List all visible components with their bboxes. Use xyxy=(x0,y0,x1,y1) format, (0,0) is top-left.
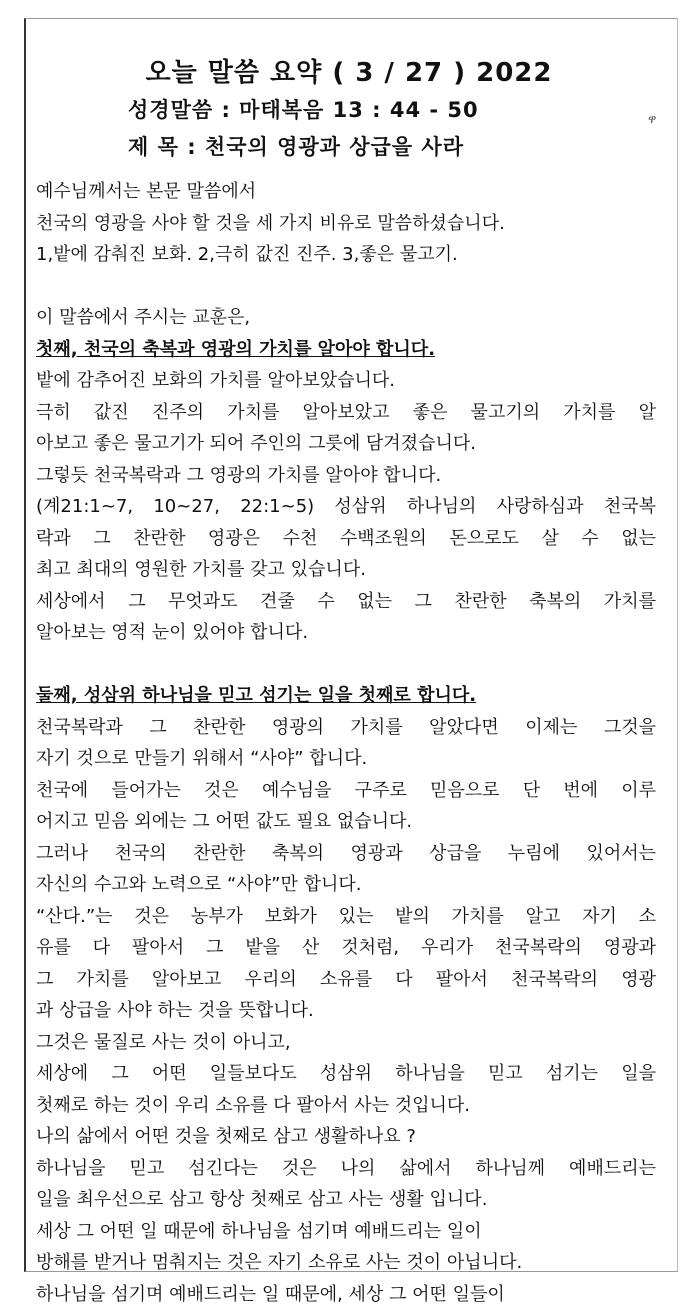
body-line: 자기 것으로 만들기 위해서 “사야” 합니다. xyxy=(36,743,656,775)
body-line: 밭에 감추어진 보화의 가치를 알아보았습니다. xyxy=(36,365,656,397)
body-line: 일을 최우선으로 삼고 항상 첫째로 삼고 사는 생활 입니다. xyxy=(36,1184,656,1216)
body-line: 이 말씀에서 주시는 교훈은, xyxy=(36,302,656,334)
body-line: 방해를 받거나 멈춰지는 것은 자기 소유로 사는 것이 아닙니다. xyxy=(36,1247,656,1279)
body-line: 어지고 믿음 외에는 그 어떤 값도 필요 없습니다. xyxy=(36,806,656,838)
page-title: 오늘 말씀 요약 ( 3 / 27 ) 2022 xyxy=(0,52,698,89)
body-line: 하나님을 섬기며 예배드리는 일 때문에, 세상 그 어떤 일들이 xyxy=(36,1279,656,1310)
body-line: 천국복락과 그 찬란한 영광의 가치를 알았다면 이제는 그것을 xyxy=(36,712,656,744)
body-line: 락과 그 찬란한 영광은 수천 수백조원의 돈으로도 살 수 없는 xyxy=(36,523,656,555)
body-line: 그러나 천국의 찬란한 축복의 영광과 상급을 누림에 있어서는 xyxy=(36,838,656,870)
section-heading: 둘째, 성삼위 하나님을 믿고 섬기는 일을 첫째로 합니다. xyxy=(36,680,656,712)
body-line: 극히 값진 진주의 가치를 알아보았고 좋은 물고기의 가치를 알 xyxy=(36,397,656,429)
corner-mark: ዋ xyxy=(648,112,656,127)
body-line: 과 상급을 사야 하는 것을 뜻합니다. xyxy=(36,995,656,1027)
body-line: 1,밭에 감춰진 보화. 2,극히 값진 진주. 3,좋은 물고기. xyxy=(36,239,656,271)
body-line: (계21:1~7, 10~27, 22:1~5) 성삼위 하나님의 사랑하심과 천국복 xyxy=(36,491,656,523)
body-line: 자신의 수고와 노력으로 “사야”만 합니다. xyxy=(36,869,656,901)
body-line: 예수님께서는 본문 말씀에서 xyxy=(36,176,656,208)
body-line: 최고 최대의 영원한 가치를 갖고 있습니다. xyxy=(36,554,656,586)
blank-line xyxy=(36,271,656,303)
body-line: 첫째로 하는 것이 우리 소유를 다 팔아서 사는 것입니다. xyxy=(36,1090,656,1122)
body-line: 알아보는 영적 눈이 있어야 합니다. xyxy=(36,617,656,649)
body-line: 천국의 영광을 사야 할 것을 세 가지 비유로 말씀하셨습니다. xyxy=(36,208,656,240)
body-line: 그 가치를 알아보고 우리의 소유를 다 팔아서 천국복락의 영광 xyxy=(36,964,656,996)
body-line: 그것은 물질로 사는 것이 아니고, xyxy=(36,1027,656,1059)
body-line: 나의 삶에서 어떤 것을 첫째로 삼고 생활하나요 ? xyxy=(36,1121,656,1153)
body-line: 세상에서 그 무엇과도 견줄 수 없는 그 찬란한 축복의 가치를 xyxy=(36,586,656,618)
body-line: 하나님을 믿고 섬긴다는 것은 나의 삶에서 하나님께 예배드리는 xyxy=(36,1153,656,1185)
body-line: 세상에 그 어떤 일들보다도 성삼위 하나님을 믿고 섬기는 일을 xyxy=(36,1058,656,1090)
sermon-body xyxy=(36,176,656,1310)
sermon-subject: 제 목 : 천국의 영광과 상급을 사라 xyxy=(128,131,464,161)
scripture-reference: 성경말씀 : 마태복음 13 : 44 - 50 xyxy=(128,94,479,124)
body-line: 그렇듯 천국복락과 그 영광의 가치를 알아야 합니다. xyxy=(36,460,656,492)
body-line: 유를 다 팔아서 그 밭을 산 것처럼, 우리가 천국복락의 영광과 xyxy=(36,932,656,964)
section-heading: 첫째, 천국의 축복과 영광의 가치를 알아야 합니다. xyxy=(36,334,656,366)
blank-line xyxy=(36,649,656,681)
body-line: “산다.”는 것은 농부가 보화가 있는 밭의 가치를 알고 자기 소 xyxy=(36,901,656,933)
body-line: 아보고 좋은 물고기가 되어 주인의 그릇에 담겨졌습니다. xyxy=(36,428,656,460)
body-line: 세상 그 어떤 일 때문에 하나님을 섬기며 예배드리는 일이 xyxy=(36,1216,656,1248)
body-line: 천국에 들어가는 것은 예수님을 구주로 믿음으로 단 번에 이루 xyxy=(36,775,656,807)
